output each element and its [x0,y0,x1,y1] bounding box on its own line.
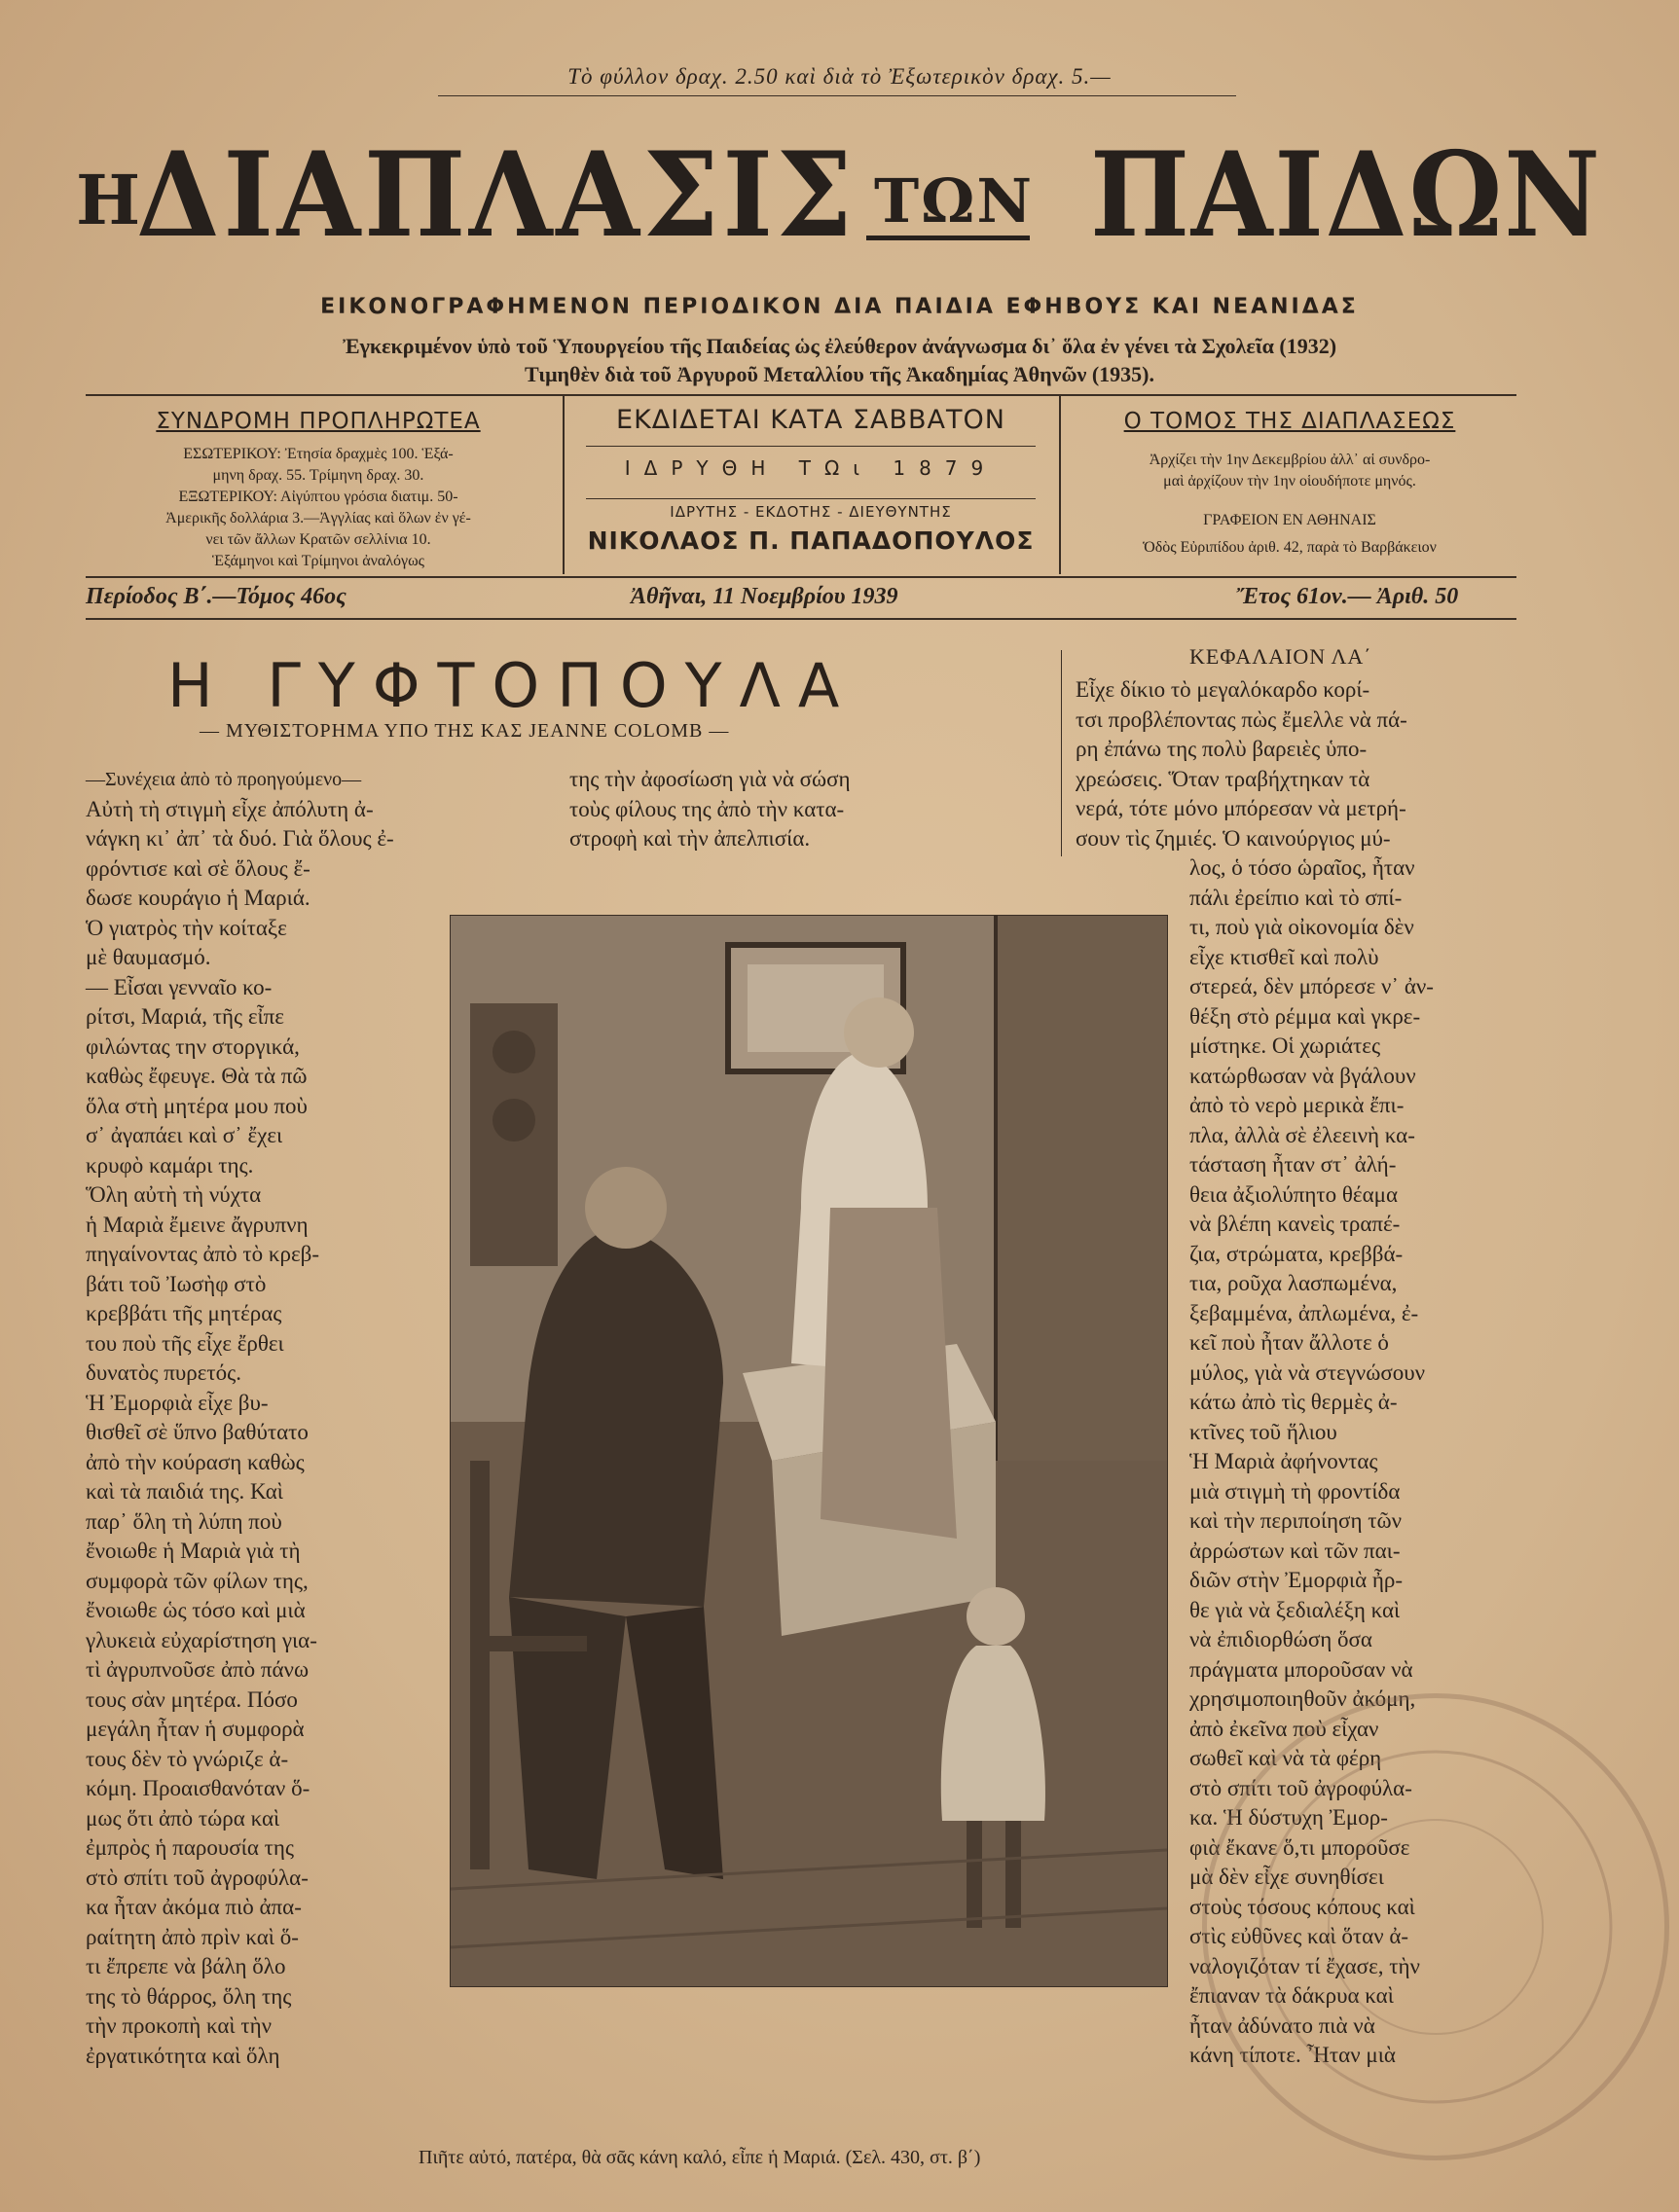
text-line: ἔπιαναν τὰ δάκρυα καὶ [1189,1983,1394,2008]
text-line: τους δὲν τὸ γνώριζε ἀ- [86,1746,289,1771]
text-line: συμφορὰ τῶν φίλων της, [86,1568,309,1593]
text-line: — Εἶσαι γενναῖο κο- [86,974,273,999]
illustration-drawing [451,916,1167,1986]
text-line: νὰ βλέπη κανεὶς τραπέ- [1189,1212,1401,1236]
text-line: ζια, στρώματα, κρεββά- [1189,1241,1404,1266]
subscription-box [86,409,551,572]
subscription-line: μηνη δραχ. 55. Τρίμηνη δραχ. 30. [212,467,424,484]
masthead-ton: ΤΩΝ [874,165,1034,236]
text-line: ἦταν ἀδύνατο πιὰ νὰ [1189,2013,1375,2038]
text-line: Ἡ Μαριὰ ἀφήνοντας [1189,1449,1378,1473]
text-line: μίστηκε. Οἱ χωριάτες [1189,1033,1381,1058]
text-line: ἔνοιωθε ὡς τόσο καὶ μιὰ [86,1598,306,1622]
text-line: θέξη στὸ ρέμμα καὶ γκρε- [1189,1003,1421,1029]
text-line: νὰ ἐπιδιορθώση ὅσα [1189,1627,1372,1651]
text-line: στοὺς τόσους κόπους καὶ [1189,1894,1415,1919]
text-line: μὰ δὲν εἶχε συνηθίσει [1189,1865,1384,1889]
text-line: της τὴν ἀφοσίωση γιὰ νὰ σώση [569,767,851,791]
text-line: τι ἔπρεπε νὰ βάλη ὅλο [86,1954,286,1978]
text-line: ἀπὸ τὴν κούραση καθὼς [86,1449,305,1474]
text-line: κεῖ ποὺ ἦταν ἄλλοτε ὁ [1189,1330,1389,1355]
text-line: δυνατὸς πυρετός. [86,1360,242,1385]
founder-name: ΝΙΚΟΛΑΟΣ Π. ΠΑΠΑΔΟΠΟΥΛΟΣ [587,526,1035,555]
roles-line: ΙΔΡΥΤΗΣ - ΕΚΔΟΤΗΣ - ΔΙΕΥΘΥΝΤΗΣ [670,503,952,521]
text-line: —Συνέχεια ἀπὸ τὸ προηγούμενο— [86,769,362,790]
text-line: μὲ θαυμασμό. [86,945,211,969]
text-line: κα. Ἡ δύστυχη Ἐμορ- [1189,1805,1388,1830]
text-line: στὸ σπίτι τοῦ ἀγροφύλα- [86,1865,309,1890]
text-line: κόμη. Προαισθανόταν ὅ- [86,1776,310,1800]
text-line: κρυφὸ καμάρι της. [86,1152,254,1178]
text-line: τὴν προκοπὴ καὶ τὴν [86,2013,273,2038]
text-line: στὶς εὐθῦνες καὶ ὅταν ἀ- [1189,1924,1409,1948]
text-line: φιὰ ἔκανε ὅ,τι μποροῦσε [1189,1834,1410,1860]
text-line: ραίτητη ἀπὸ πρὶν καὶ ὅ- [86,1924,299,1949]
text-line: ἡ Μαριὰ ἔμεινε ἄγρυπνη [86,1212,309,1237]
text-line: χρεώσεις. Ὅταν τραβήχτηκαν τὰ [1076,766,1370,791]
text-line: στροφὴ καὶ τὴν ἀπελπισία. [569,826,811,851]
period-volume: Περίοδος Β΄.—Τόμος 46ος [86,584,347,609]
text-line: στερεά, δὲν μπόρεσε ν᾽ ἀν- [1189,974,1434,998]
approval-note: Ἐγκεκριμένον ὑπὸ τοῦ Ὑπουργείου τῆς Παιδείας ὡς ἐλεύθερον ἀνάγνωσμα δι᾽ ὅλα ἐν γένει τὰ Σχολεῖα (1932) [342,334,1337,358]
masthead-paidon: ΠΑΙΔΩΝ [1090,127,1602,264]
story-title: Η ΓΥΦΤΟΠΟΥΛΑ [167,650,858,721]
text-line: μύλος, γιὰ νὰ στεγνώσουν [1189,1360,1426,1385]
text-line: δωσε κουράγιο ἡ Μαριά. [86,886,310,910]
text-line: Εἶχε δίκιο τὸ μεγαλόκαρδο κορί- [1076,677,1370,702]
text-line: σουν τὶς ζημιές. Ὁ καινούργιος μύ- [1076,825,1391,851]
subscription-line: Ἑξάμηνοι καὶ Τρίμηνοι ἀναλόγως [212,553,424,569]
masthead-ton-underline [866,236,1030,240]
stamp-graphic [1207,1698,1664,2156]
text-line: τια, ροῦχα λασπωμένα, [1189,1271,1398,1295]
text-line: φρόντισε καὶ σὲ ὅλους ἔ- [86,855,310,881]
text-line: πράγματα μποροῦσαν νὰ [1189,1656,1413,1682]
text-line: πλα, ἀλλὰ σὲ ἐλεεινὴ κα- [1189,1122,1415,1147]
subscription-title: ΣΥΝΔΡΟΜΗ ΠΡΟΠΛΗΡΩΤΕΑ [156,409,481,434]
magazine-subtitle: ΕΙΚΟΝΟΓΡΑΦΗΜΕΝΟΝ ΠΕΡΙΟΔΙΚΟΝ ΔΙΑ ΠΑΙΔΙΑ ΕΦΗΒΟΥΣ ΚΑΙ ΝΕΑΝΙΔΑΣ [320,295,1359,319]
price-line: Τὸ φύλλον δραχ. 2.50 καὶ διὰ τὸ Ἐξωτερικὸν δραχ. 5.— [567,64,1112,89]
text-line: πάλι ἐρείπιο καὶ τὸ σπί- [1189,885,1403,910]
volume-box [1063,409,1516,559]
text-line: τὶ ἀγρυπνοῦσε ἀπὸ πάνω [86,1657,310,1682]
text-line: νάγκη κι᾽ ἀπ᾽ τὰ δυό. Γιὰ ὅλους ἐ- [86,826,394,851]
text-line: παρ᾽ ὅλη τὴ λύπη ποὺ [86,1508,282,1534]
publication-title: ΕΚΔΙΔΕΤΑΙ ΚΑΤΑ ΣΑΒΒΑΤΟΝ [616,405,1005,435]
box-divider-right [1059,394,1061,574]
text-line: ἀπὸ τὸ νερὸ μερικὰ ἔπι- [1189,1093,1405,1117]
text-line: χρησιμοποιηθοῦν ἀκόμη, [1189,1686,1416,1711]
text-line: θεια ἀξιολύπητο θέαμα [1189,1181,1399,1207]
text-line: ρη ἐπάνω της πολὺ βαρειὲς ὑπο- [1076,737,1368,761]
text-line: σ᾽ ἀγαπάει καὶ σ᾽ ἔχει [86,1123,283,1147]
text-line: τσι προβλέποντας πὼς ἔμελλε νὰ πά- [1076,707,1407,732]
issue-number: Ἔτος 61ον.— Ἀριθ. 50 [1236,584,1459,609]
text-line: τι, ποὺ γιὰ οἰκονομία δὲν [1189,915,1414,939]
publication-rule-1 [586,446,1036,447]
text-line: τους σὰν μητέρα. Πόσο [86,1686,298,1712]
text-line: μιὰ στιγμὴ τὴ φροντίδα [1189,1478,1401,1504]
price-underline [438,95,1236,96]
publication-rule-2 [586,498,1036,499]
subscription-line: ΕΞΩΤΕΡΙΚΟΥ: Αἰγύπτου γρόσια διατιμ. 50- [178,489,458,505]
text-line: στὸ σπίτι τοῦ ἀγροφύλα- [1189,1775,1412,1800]
text-line: κτῖνες τοῦ ἥλιου [1189,1419,1337,1444]
text-line: Ὅλη αὐτὴ τὴ νύχτα [86,1182,262,1207]
text-line: καθὼς ἔφευγε. Θὰ τὰ πῶ [86,1064,308,1088]
text-column-2 [569,765,851,854]
text-line: μεγάλη ἦταν ἡ συμφορὰ [86,1717,305,1741]
text-line: ἀρρώστων καὶ τῶν παι- [1189,1538,1401,1563]
text-line: τάσταση ἦταν στ᾽ ἀλή- [1189,1152,1397,1177]
text-line: κάτω ἀπὸ τὶς θερμὲς ἀ- [1189,1390,1398,1414]
founded-line: ΙΔΡΥΘΗ ΤΩι 1879 [624,456,998,480]
text-line: ἐργατικότητα καὶ ὅλη [86,2043,280,2068]
masthead-article: Η [76,160,141,240]
library-stamp [1202,1693,1669,2160]
text-line: ἔνοιωθε ἡ Μαριὰ γιὰ τὴ [86,1539,301,1563]
text-line: εἶχε κτισθεῖ καὶ πολὺ [1189,944,1379,969]
text-line: νερά, τότε μόνο μπόρεσαν νὰ μετρή- [1076,796,1406,820]
text-line: κα ἦταν ἀκόμα πιὸ ἀπα- [86,1895,302,1919]
text-line: γλυκειὰ εὐχαρίστηση για- [86,1627,317,1652]
text-line: Ὁ γιατρὸς τὴν κοίταξε [86,915,287,940]
text-line: πηγαίνοντας ἀπὸ τὸ κρεβ- [86,1242,319,1266]
volume-title: Ο ΤΟΜΟΣ ΤΗΣ ΔΙΑΠΛΑΣΕΩΣ [1123,409,1456,434]
text-line: ξεβαμμένα, ἀπλωμένα, ἐ- [1189,1300,1419,1325]
column-divider [1061,650,1062,856]
subscription-line: νει τῶν ἄλλων Κρατῶν σελλίνια 10. [205,531,431,548]
text-line: κάνη τίποτε. Ἦταν μιὰ [1189,2043,1396,2067]
text-line: ἀπὸ ἐκεῖνα ποὺ εἶχαν [1189,1716,1379,1741]
text-line: κρεββάτι τῆς μητέρας [86,1301,282,1325]
volume-line: μαὶ ἀρχίζουν τὴν 1ην οἱουδήποτε μηνός. [1163,473,1416,490]
text-line: τοὺς φίλους της ἀπὸ τὴν κατα- [569,796,845,821]
text-column-3 [1076,675,1407,853]
text-line: καὶ τὴν περιποίηση τῶν [1189,1508,1403,1533]
office-title: ΓΡΑΦΕΙΟΝ ΕΝ ΑΘΗΝΑΙΣ [1203,512,1376,528]
text-line: καὶ τὰ παιδιά της. Καὶ [86,1479,283,1504]
text-line: κατώρθωσαν νὰ βγάλουν [1189,1063,1416,1088]
text-column-1 [86,765,394,2071]
text-line: Ἡ Ἐμορφιὰ εἶχε βυ- [86,1390,269,1415]
info-box-bottom-rule [86,576,1516,578]
subscription-line: ΕΣΩΤΕΡΙΚΟΥ: Ἐτησία δραχμὲς 100. Ἑξά- [183,446,454,462]
chapter-heading: ΚΕΦΑΛΑΙΟΝ ΛΑ΄ [1189,644,1372,669]
text-line: θε γιὰ νὰ ξεδιαλέξη καὶ [1189,1597,1401,1622]
text-line: διῶν στὴν Ἐμορφιὰ ἦρ- [1189,1568,1404,1592]
text-line: της τὸ θάρρος, ὅλη της [86,1983,292,2009]
text-line: ἐμπρὸς ἡ παρουσία της [86,1835,295,1860]
masthead-title: ΔΙΑΠΛΑΣΙΣ [136,127,857,264]
text-line: βάτι τοῦ Ἰωσὴφ στὸ [86,1271,267,1296]
story-illustration [450,915,1168,1987]
text-line: θισθεῖ σὲ ὕπνο βαθύτατο [86,1420,309,1444]
honor-note: Τιμηθὲν διὰ τοῦ Ἀργυροῦ Μεταλλίου τῆς Ἀκαδημίας Ἀθηνῶν (1935). [524,362,1155,386]
issue-date: Ἀθῆναι, 11 Νοεμβρίου 1939 [631,584,898,609]
text-line: σωθεῖ καὶ νὰ τὰ φέρη [1189,1746,1382,1770]
text-line: μως ὅτι ἀπὸ τώρα καὶ [86,1805,280,1831]
story-subtitle: — ΜΥΘΙΣΤΟΡΗΜΑ ΥΠΟ ΤΗΣ ΚΑΣ JEANNE COLOMB — [200,720,730,742]
text-line: Αὐτὴ τὴ στιγμὴ εἶχε ἀπόλυτη ἀ- [86,796,374,821]
text-line: του ποὺ τῆς εἶχε ἔρθει [86,1330,284,1356]
info-line-rule [86,618,1516,620]
text-line: φιλώντας την στοργικά, [86,1033,300,1059]
text-line: ναλογιζόταν τί ἔχασε, τὴν [1189,1953,1420,1978]
office-address: Ὁδὸς Εὐριπίδου ἀριθ. 42, παρὰ τὸ Βαρβάκειον [1143,539,1437,556]
subscription-line: Ἀμερικῆς δολλάρια 3.—Ἀγγλίας καὶ ὅλων ἐν γέ- [165,510,471,526]
volume-line: Ἀρχίζει τὴν 1ην Δεκεμβρίου ἀλλ᾽ αἱ συνδρο- [1149,452,1431,468]
publication-box [565,405,1057,555]
masthead [76,125,1602,271]
top-rule [86,394,1516,396]
illustration-caption: Πιῆτε αὐτό, πατέρα, θὰ σᾶς κάνη καλό, εἶπε ἡ Μαριά. (Σελ. 430, στ. β΄) [419,2147,981,2168]
text-line: ρίτσι, Μαριά, τῆς εἶπε [86,1004,284,1029]
text-line: ὅλα στὴ μητέρα μου ποὺ [86,1093,308,1118]
text-line: λος, ὁ τόσο ὡραῖος, ἦταν [1189,855,1415,880]
